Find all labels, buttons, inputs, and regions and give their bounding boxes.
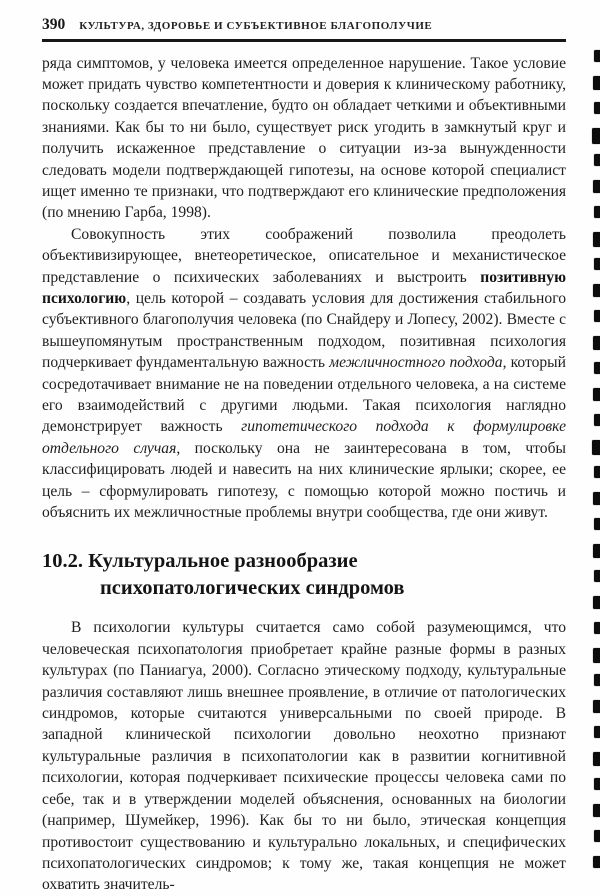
italic-term: гипотетического подхода к формулировке отдельного случая <box>42 418 566 457</box>
page-edge-mark <box>593 388 600 401</box>
page-edge-mark <box>594 206 600 218</box>
page-edge-mark <box>594 154 600 166</box>
page-edge-mark <box>593 544 600 558</box>
text-run: , цель которой – создавать условия для достижения стабильного субъективного благополучия человека (по Снайдеру и Лопесу, 2002). Вместе с вышеупомянутым пространственным подходом, позитивная психология подчеркивает фундаментальную важность <box>42 289 566 372</box>
text-run: ряда симптомов, у человека имеется определенное нарушение. Такое условие может придать чувство компетентности и доверия к клиническому работнику, поскольку создается впечатление, будто он обладает четкими и объективными знаниями. Как бы то ни было, существует риск угодить в замкнутый круг и получить искаженное представление о ситуации из-за вынужденности следовать модели подтверждающей гипотезы, на основе которой специалист ищет именно те признаки, что подтверждают его клинические предположения (по мнению Гарба, 1998). <box>42 54 566 222</box>
text-run: В психологии культуры считается само собой разумеющимся, что человеческая психопатология приобретает крайне разные формы в разных культурах (по Паниагуа, 2000). Согласно этическому подходу, культуральные различия составляют лишь внешнее проявление, в отличие от патологических синдромов, которые считаются универсальными по своей природе. В западной клинической психологии довольно неохотно признают культуральные различия в психопатологии как в развитии когнитивной психологии, которая подчеркивает психические процессы человека сами по себе, так и в утверждении моделей объяснения, основанных на биологии (например, Шумейкер, 1996). Как бы то ни было, этическая концепция противостоит существованию и культурально локальных, и специфических психопатологических синдромов; к тому же, такая концепция не может охватить значитель- <box>42 619 566 894</box>
page-edge-mark <box>594 518 600 530</box>
page-edge-mark <box>594 50 600 62</box>
page-edge-mark <box>594 414 600 426</box>
page-edge-mark <box>593 700 600 713</box>
page-number: 390 <box>42 16 66 33</box>
body-paragraph <box>42 617 566 895</box>
page-edge-mark <box>593 596 600 609</box>
body-paragraph <box>42 224 566 524</box>
text-run: , поскольку она не заинтересована в том, чтобы классифицировать людей и навесить на них клинические ярлыки; скорее, ее цель – сформулировать гипотезу, с помощью которой можно постичь и объяснить их межличностные проблемы внутри сообщества, где они живут. <box>42 439 566 522</box>
page-edge-mark <box>593 648 600 663</box>
page-edge-mark <box>594 570 600 582</box>
section-heading-line2: психопатологических синдромов <box>100 577 405 600</box>
page-edge-mark <box>592 440 600 455</box>
scan-edge-marks <box>588 0 600 872</box>
page-edge-mark <box>593 180 600 193</box>
page-edge-mark <box>594 674 600 686</box>
page-edge-mark <box>594 102 600 114</box>
page-edge-mark <box>593 232 600 247</box>
text-run: Совокупность этих соображений позволила преодолеть объективизирующее, внетеоретическое, описательное и механистическое представление о психических заболеваниях и выстроить <box>42 225 566 286</box>
page-edge-mark <box>593 492 600 505</box>
header-rule <box>42 39 566 42</box>
page-edge-mark <box>593 76 600 90</box>
page-edge-mark <box>593 284 600 297</box>
section-heading-line1: 10.2. Культуральное разнообразие <box>42 550 358 573</box>
page-edge-mark <box>594 778 600 790</box>
text-run: , который сосредотачивает внимание не на поведении отдельного человека, а на системе его взаимодействий с другими людьми. Такая психология наглядно демонстрирует важность <box>42 354 567 436</box>
page-edge-mark <box>594 622 600 634</box>
page-edge-mark <box>594 310 600 322</box>
page-edge-mark <box>594 362 600 374</box>
page-edge-mark <box>593 336 600 350</box>
running-title: КУЛЬТУРА, ЗДОРОВЬЕ И СУБЪЕКТИВНОЕ БЛАГОПОЛУЧИЕ <box>79 20 433 32</box>
page-edge-mark <box>594 726 600 738</box>
page-body <box>42 53 566 896</box>
bold-term: позитивную психологию <box>42 268 566 307</box>
page-edge-mark <box>593 804 600 817</box>
page-edge-mark <box>593 856 600 868</box>
body-paragraph <box>42 53 566 224</box>
page-edge-mark <box>594 258 600 270</box>
page-edge-mark <box>593 752 600 766</box>
section-heading <box>42 548 566 602</box>
page-header <box>42 16 566 39</box>
page-edge-mark <box>594 466 600 478</box>
italic-term: межличностного подхода <box>329 354 503 372</box>
page-edge-mark <box>594 830 600 842</box>
page-edge-mark <box>592 128 600 144</box>
